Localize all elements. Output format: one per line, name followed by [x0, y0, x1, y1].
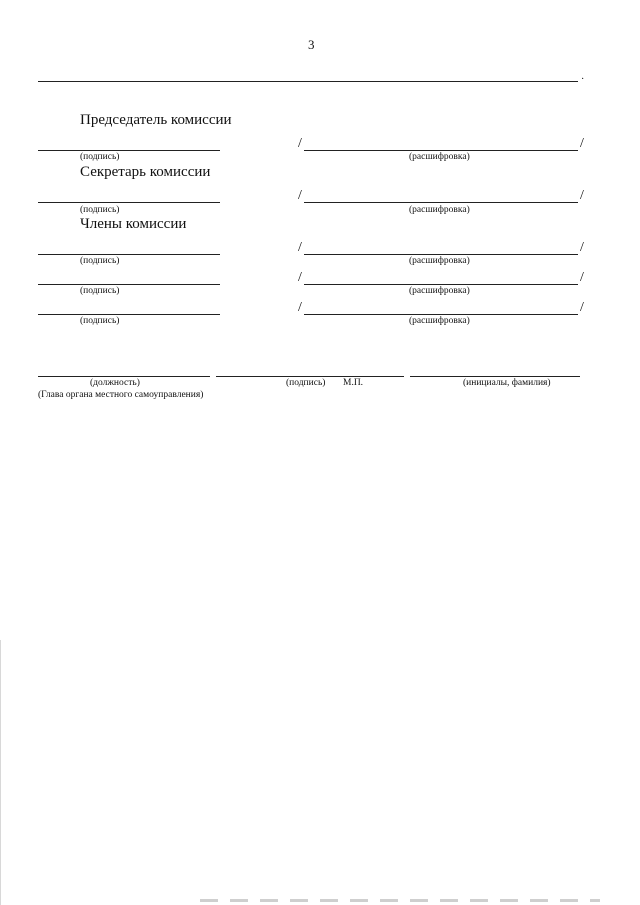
member-1-slash-close: / — [580, 240, 584, 255]
head-position-caption: (должность) — [90, 378, 140, 388]
chairman-signature-caption: (подпись) — [80, 152, 120, 162]
secretary-heading: Секретарь комиссии — [80, 164, 211, 180]
secretary-decode-caption: (расшифровка) — [409, 205, 470, 215]
head-position-line — [38, 376, 210, 377]
member-3-slash-open: / — [298, 300, 302, 315]
secretary-decode-line — [304, 202, 578, 203]
member-1-decode-caption: (расшифровка) — [409, 256, 470, 266]
chairman-decode-line — [304, 150, 578, 151]
member-1-signature-line — [38, 254, 220, 255]
head-role-note: (Глава органа местного самоуправления) — [38, 390, 204, 400]
chairman-heading: Председатель комиссии — [80, 112, 232, 128]
member-1-signature-caption: (подпись) — [80, 256, 120, 266]
chairman-slash-open: / — [298, 136, 302, 151]
chairman-signature-line — [38, 150, 220, 151]
secretary-slash-open: / — [298, 188, 302, 203]
head-name-line — [410, 376, 580, 377]
member-2-signature-caption: (подпись) — [80, 286, 120, 296]
secretary-slash-close: / — [580, 188, 584, 203]
head-signature-line — [216, 376, 404, 377]
head-signature-caption: (подпись) — [286, 378, 326, 388]
top-divider — [38, 81, 578, 82]
member-3-signature-caption: (подпись) — [80, 316, 120, 326]
member-3-decode-line — [304, 314, 578, 315]
members-heading: Члены комиссии — [80, 216, 187, 232]
secretary-signature-caption: (подпись) — [80, 205, 120, 215]
stamp-caption: М.П. — [343, 378, 364, 388]
member-2-signature-line — [38, 284, 220, 285]
chairman-decode-caption: (расшифровка) — [409, 152, 470, 162]
secretary-signature-line — [38, 202, 220, 203]
head-name-caption: (инициалы, фамилия) — [463, 378, 551, 388]
member-1-slash-open: / — [298, 240, 302, 255]
chairman-slash-close: / — [580, 136, 584, 151]
member-2-decode-line — [304, 284, 578, 285]
member-2-slash-close: / — [580, 270, 584, 285]
member-1-decode-line — [304, 254, 578, 255]
page-number: 3 — [308, 37, 315, 52]
member-3-slash-close: / — [580, 300, 584, 315]
top-divider-dot: · — [581, 74, 585, 85]
scan-edge-artifact — [0, 640, 1, 905]
member-3-signature-line — [38, 314, 220, 315]
member-2-decode-caption: (расшифровка) — [409, 286, 470, 296]
scan-bottom-artifact — [200, 899, 600, 902]
member-2-slash-open: / — [298, 270, 302, 285]
member-3-decode-caption: (расшифровка) — [409, 316, 470, 326]
